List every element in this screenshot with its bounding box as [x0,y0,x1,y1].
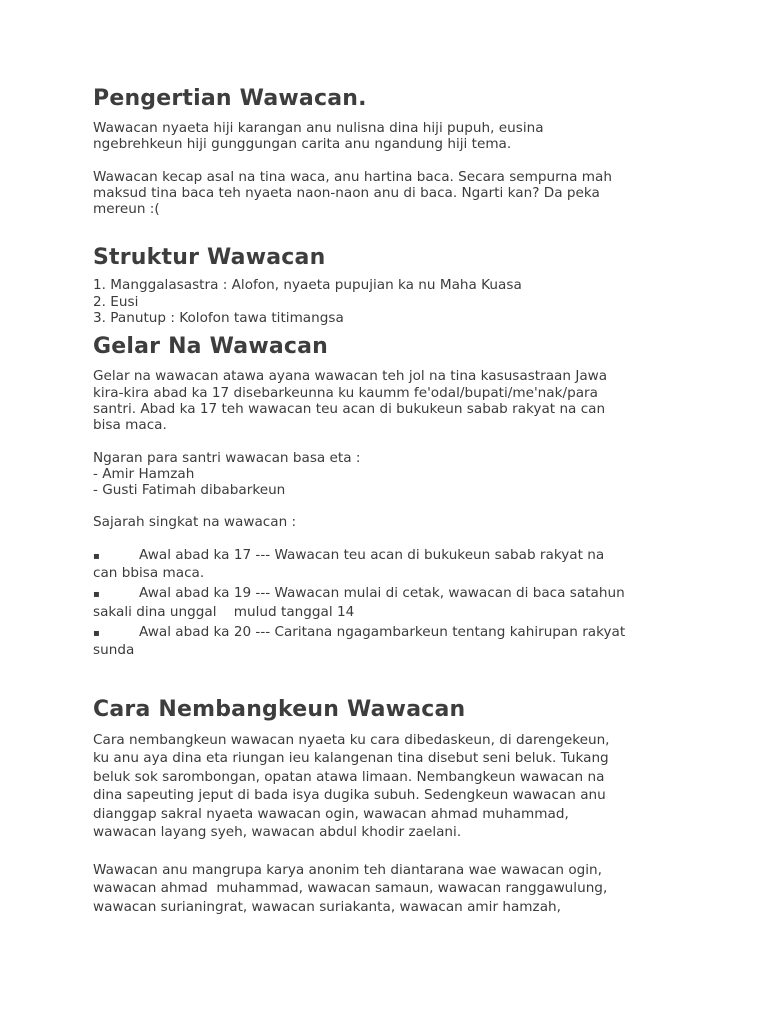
text-line: - Amir Hamzah [93,465,195,482]
text-line: sunda [93,642,135,659]
list-item: 1. Manggalasastra : Alofon, nyaeta pupujian ka nu Maha Kuasa [93,277,522,294]
text-line: santri. Abad ka 17 teh wawacan teu acan di bukukeun sabab rakyat na can [93,400,606,417]
text-line: - Gusti Fatimah dibabarkeun [93,482,286,499]
text-line: dianggap sakral nyaeta wawacan ogin, wawacan ahmad muhammad, [93,805,569,822]
text-line: wawacan layang syeh, wawacan abdul khodir zaelani. [93,824,462,841]
text-line: dina sapeuting jeput di bada isya dugika subuh. Sedengkeun wawacan anu [93,787,606,804]
text-line: kira-kira abad ka 17 disebarkeunna ku kaumm fe'odal/bupati/me'nak/para [93,384,598,401]
text-line: Wawacan nyaeta hiji karangan anu nulisna dina hiji pupuh, eusina [93,120,544,136]
paragraph-pengertian-1 [93,120,683,153]
heading-cara: Cara Nembangkeun Wawacan [93,696,466,722]
text-line: maksud tina baca teh nyaeta naon-naon anu di baca. Ngarti kan? Da peka [93,184,600,201]
sajarah-bullets [93,547,683,659]
text-line: can bbisa maca. [93,565,205,582]
text-line: ngebrehkeun hiji gunggungan carita anu ngandung hiji tema. [93,136,512,153]
text-line: wawacan ahmad muhammad, wawacan samaun, wawacan ranggawulung, [93,880,608,897]
text-line: Awal abad ka 20 --- Caritana ngagambarkeun tentang kahirupan rakyat [139,623,626,640]
paragraph-gelar-1 [93,368,683,433]
bullet-icon: ▪ [93,589,100,601]
text-line: beluk sok sarombongan, opatan atawa limaan. Nembangkeun wawacan na [93,768,605,785]
text-line: Ngaran para santri wawacan basa eta : [93,449,361,466]
text-line: mereun :( [93,201,160,218]
bullet-icon: ▪ [93,550,100,562]
text-line: bisa maca. [93,417,167,434]
list-item [93,547,683,582]
list-item: 2. Eusi [93,293,139,310]
paragraph-sajarah-label [93,514,683,530]
list-item [93,585,683,620]
heading-pengertian: Pengertian Wawacan. [93,86,367,111]
text-line: ku anu aya dina eta riungan ieu kalangenan tina disebut seni beluk. Tukang [93,750,609,767]
paragraph-gelar-2 [93,450,683,499]
list-item [93,624,683,659]
paragraph-pengertian-2 [93,169,683,218]
text-line: Cara nembangkeun wawacan nyaeta ku cara dibedaskeun, di darengekeun, [93,731,610,748]
document-page [93,84,683,916]
bullet-icon: ▪ [93,627,100,639]
paragraph-cara-2 [93,861,683,917]
struktur-list [93,277,683,326]
text-line: sakali dina unggal mulud tanggal 14 [93,603,355,620]
text-line: Gelar na wawacan atawa ayana wawacan teh jol na tina kasusastraan Jawa [93,368,608,385]
text-line: Wawacan anu mangrupa karya anonim teh diantarana wae wawacan ogin, [93,861,602,878]
paragraph-cara-1 [93,731,683,842]
text-line: Awal abad ka 19 --- Wawacan mulai di cetak, wawacan di baca satahun [139,585,625,602]
text-line: Sajarah singkat na wawacan : [93,514,297,531]
list-item: 3. Panutup : Kolofon tawa titimangsa [93,310,344,327]
text-line: wawacan surianingrat, wawacan suriakanta, wawacan amir hamzah, [93,898,561,915]
text-line: Awal abad ka 17 --- Wawacan teu acan di bukukeun sabab rakyat na [139,546,605,563]
heading-gelar: Gelar Na Wawacan [93,334,329,360]
heading-struktur: Struktur Wawacan [93,245,326,271]
text-line: Wawacan kecap asal na tina waca, anu hartina baca. Secara sempurna mah [93,168,612,185]
